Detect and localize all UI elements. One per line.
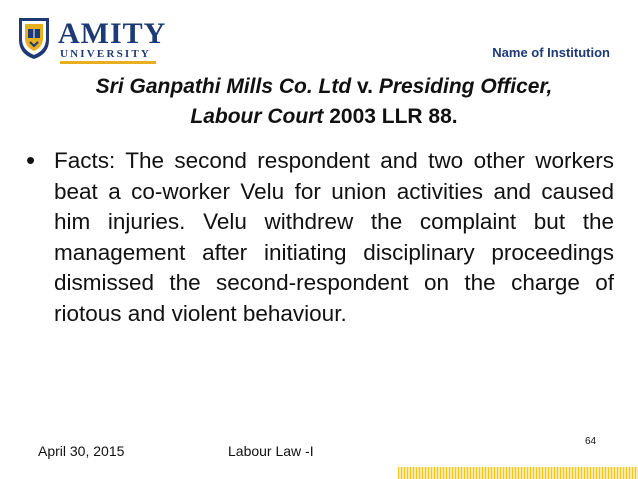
- case-name: Sri Ganpathi Mills Co. Ltd: [95, 75, 352, 98]
- logo-subtitle: UNIVERSITY: [60, 48, 152, 60]
- crest-icon: [16, 16, 52, 60]
- slide-title: [40, 72, 608, 132]
- footer-stripe: [398, 467, 638, 479]
- logo-name: AMITY: [58, 17, 167, 50]
- footer-date: April 30, 2015: [38, 443, 125, 459]
- page-number: 64: [585, 436, 597, 447]
- opponent-name: Presiding Officer,: [378, 75, 553, 98]
- institution-name: Name of Institution: [492, 45, 610, 60]
- bullet-text: Facts: The second respondent and two other workers beat a co-worker Velu for union activities and caused him injuries. Velu withdrew the complaint but the management after initiating disciplinary proceedings dismissed the second-respondent on the charge of riotous and violent behaviour.: [54, 148, 614, 326]
- versus-text: v.: [351, 75, 379, 98]
- amity-logo: [16, 16, 166, 70]
- citation: 2003 LLR 88.: [323, 105, 458, 128]
- court-name: Labour Court: [190, 105, 324, 128]
- bullet-icon: •: [26, 145, 36, 175]
- footer-course: Labour Law -I: [228, 443, 314, 459]
- logo-underline: [60, 61, 156, 64]
